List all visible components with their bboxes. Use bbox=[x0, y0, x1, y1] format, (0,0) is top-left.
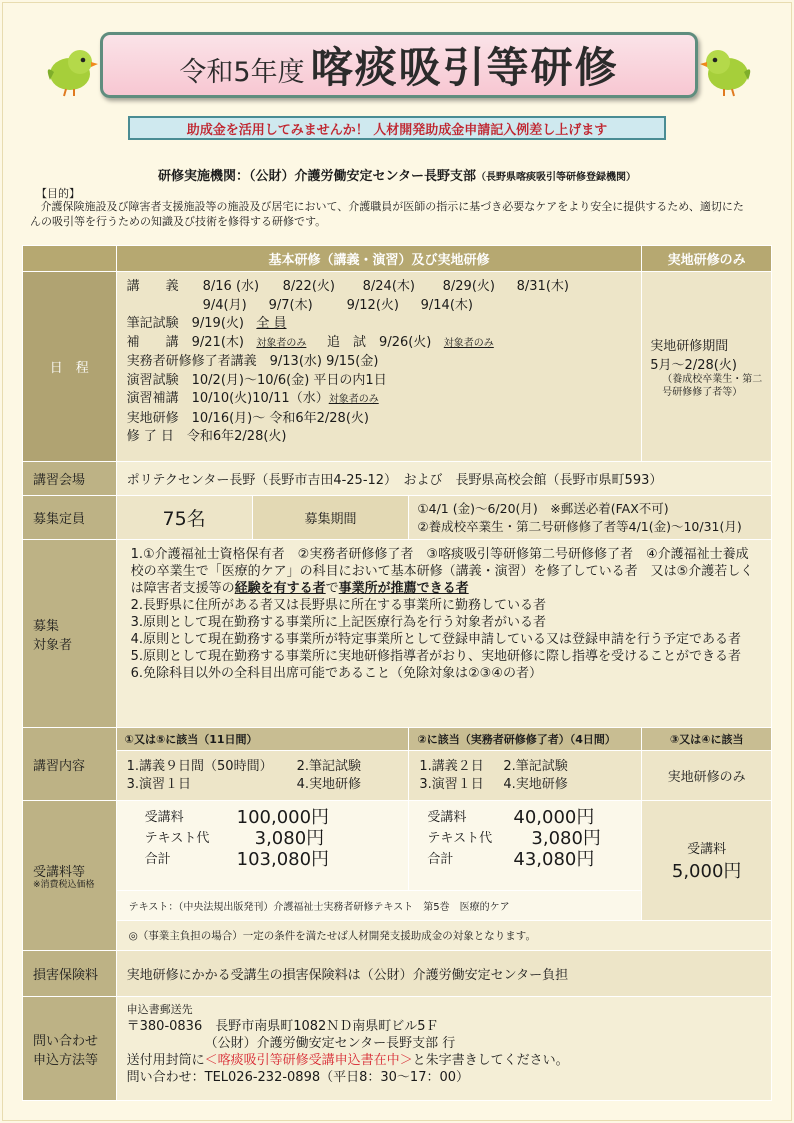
practitioner-lecture: 実務者研修修了者講義 9/13(水) 9/15(金) bbox=[126, 354, 379, 369]
capacity-value: 75名 bbox=[116, 496, 252, 540]
period-label: 募集期間 bbox=[252, 496, 409, 540]
organizer bbox=[158, 165, 636, 184]
practical-training: 実地研修 10/16(月)～ 令和6年2/28(火) bbox=[126, 410, 369, 426]
contact-postal: 〒380-0836 長野市南県町1082ＮＤ南県町ビル5Ｆ bbox=[126, 1019, 439, 1034]
course-info-table bbox=[22, 245, 772, 1101]
content-label: 講習内容 bbox=[23, 728, 117, 801]
content-col3-header: ③又は④に該当 bbox=[642, 728, 772, 751]
content-col2-header: ②に該当（実務者研修修了者）（4日間） bbox=[409, 728, 642, 751]
contact-cell: 申込書郵送先 〒380-0836 長野市南県町1082ＮＤ南県町ビル5Ｆ （公財）介護労働安定センター長野支部 行 送付用封筒に＜喀痰吸引等研修受講申込書在中＞と朱字書きしてください。 問い合わせ：TEL026-232-0898（平日8：30～17：00） bbox=[116, 997, 771, 1101]
lecture-row-1: 講 義 8/16 (水) 8/22(火) 8/24(木) 8/29(火) 8/31(木) bbox=[126, 279, 569, 294]
target-item-1: 1.①介護福祉士資格保有者 ②実務者研修修了者 ③喀痰吸引等研修第二号研修修了者 ④介護福祉士養成校の卒業生で「医療的ケア」の科目において基本研修（講義・演習）を修了している者 又は⑤介護若しくは障害者支援等の経験を有する者で事業所が推薦できる者 bbox=[130, 547, 754, 596]
practice-makeup: 演習補講 10/10(火)10/11（水）対象者のみ bbox=[126, 391, 379, 406]
purpose-label: 【目的】 bbox=[36, 187, 80, 200]
target-item-6: 6.免除科目以外の全科目出席可能であること（免除対象は②③④の者） bbox=[130, 666, 542, 681]
content-col2: 1.講義２日 2.筆記試験 3.演習１日 4.実地研修 bbox=[409, 751, 642, 801]
target-label: 募集 対象者 bbox=[23, 540, 117, 728]
practical-period-cell: 実地研修期間 5月～2/28(火) （養成校卒業生・第二号研修修了者等） bbox=[642, 272, 772, 462]
contact-label-cell: 問い合わせ 申込方法等 bbox=[23, 997, 117, 1101]
insurance-text: 実地研修にかかる受講生の損害保険料は（公財）介護労働安定センター負担 bbox=[116, 951, 771, 997]
period-cell: ①4/1 (金)～6/20(月) ※郵送必着(FAX不可) ②養成校卒業生・第二号研修修了者等4/1(金)～10/31(月) bbox=[409, 496, 772, 540]
practice-exam: 演習試験 10/2(月)～10/6(金) 平日の内1日 bbox=[126, 372, 387, 388]
makeup-lecture: 補 講 9/21(木) 対象者のみ 追 試 9/26(火) 対象者のみ bbox=[126, 334, 494, 350]
schedule-label: 日 程 bbox=[23, 272, 117, 462]
written-exam: 筆記試験 9/19(火) 全 員 bbox=[126, 316, 287, 331]
fees-col2: 受講料 40,000円 テキスト代 3,080円 合計 43,080円 bbox=[409, 801, 642, 891]
contact-envelope: 送付用封筒に＜喀痰吸引等研修受講申込書在中＞と朱字書きしてください。 bbox=[126, 1053, 569, 1068]
schedule-cell bbox=[116, 272, 642, 462]
bird-right-icon bbox=[700, 42, 758, 98]
textbook-note: テキスト：（中央法規出版発刊）介護福祉士実務者研修テキスト 第5巻 医療的ケア bbox=[116, 891, 642, 921]
title-main: 喀痰吸引等研修 bbox=[310, 43, 619, 92]
content-col1-header: ①又は⑤に該当（11日間） bbox=[116, 728, 409, 751]
contact-name: （公財）介護労働安定センター長野支部 行 bbox=[204, 1036, 456, 1051]
purpose-text bbox=[30, 199, 750, 229]
insurance-label: 損害保険料 bbox=[23, 951, 117, 997]
content-col1: 1.講義９日間（50時間） 2.筆記試験 3.演習１日 4.実地研修 bbox=[116, 751, 409, 801]
fees-col3: 受講料 5,000円 bbox=[642, 801, 772, 921]
target-item-5: 5.原則として現在勤務する事業所に実地研修指導者がおり、実地研修に際し指導を受けることができる者 bbox=[130, 649, 742, 664]
target-item-2: 2.長野県に住所がある者又は長野県に所在する事業所に勤務している者 bbox=[130, 598, 547, 613]
header-practical-only: 実地研修のみ bbox=[642, 246, 772, 272]
page-title bbox=[100, 32, 698, 98]
bird-left-icon bbox=[40, 42, 98, 98]
target-cell bbox=[116, 540, 771, 728]
lecture-row-2: 9/4(月) 9/7(木) 9/12(火) 9/14(木) bbox=[202, 297, 473, 313]
venue-text: ポリテクセンター長野（長野市吉田4-25-12） および 長野県高校会館（長野市県町593） bbox=[116, 462, 771, 496]
purpose-body: 介護保険施設及び障害者支援施設等の施設及び居宅において、介護職員が医師の指示に基づき必要なケアをより安全に提供するため、適切にたんの吸引等を行うための知識及び技術を修得する研修です。 bbox=[30, 200, 744, 228]
completion-date: 修 了 日 令和6年2/28(火) bbox=[126, 429, 287, 444]
title-year: 令和5年度 bbox=[179, 56, 305, 88]
organizer-label: 研修実施機関：（公財）介護労働安定センター長野支部 bbox=[158, 169, 476, 184]
fees-col1: 受講料 100,000円 テキスト代 3,080円 合計 103,080円 bbox=[116, 801, 409, 891]
subsidy-note: ◎（事業主負担の場合）一定の条件を満たせば人材開発支援助成金の対象となります。 bbox=[116, 921, 771, 951]
target-item-3: 3.原則として現在勤務する事業所に上記医療行為を行う対象者がいる者 bbox=[130, 615, 547, 630]
subsidy-banner: 助成金を活用してみませんか！ 人材開発助成金申請記入例差し上げます bbox=[128, 116, 666, 140]
header-basic: 基本研修（講義・演習）及び実地研修 bbox=[116, 246, 642, 272]
capacity-label: 募集定員 bbox=[23, 496, 117, 540]
contact-phone: 問い合わせ：TEL026-232-0898（平日8：30～17：00） bbox=[126, 1070, 470, 1085]
organizer-note: （長野県喀痰吸引等研修登録機関） bbox=[475, 172, 636, 183]
content-col3: 実地研修のみ bbox=[642, 751, 772, 801]
target-item-4: 4.原則として現在勤務する事業所が特定事業所として登録申請している又は登録申請を行う予定である者 bbox=[130, 632, 742, 647]
fees-label-cell: 受講料等 ※消費税込価格 bbox=[23, 801, 117, 951]
venue-label: 講習会場 bbox=[23, 462, 117, 496]
